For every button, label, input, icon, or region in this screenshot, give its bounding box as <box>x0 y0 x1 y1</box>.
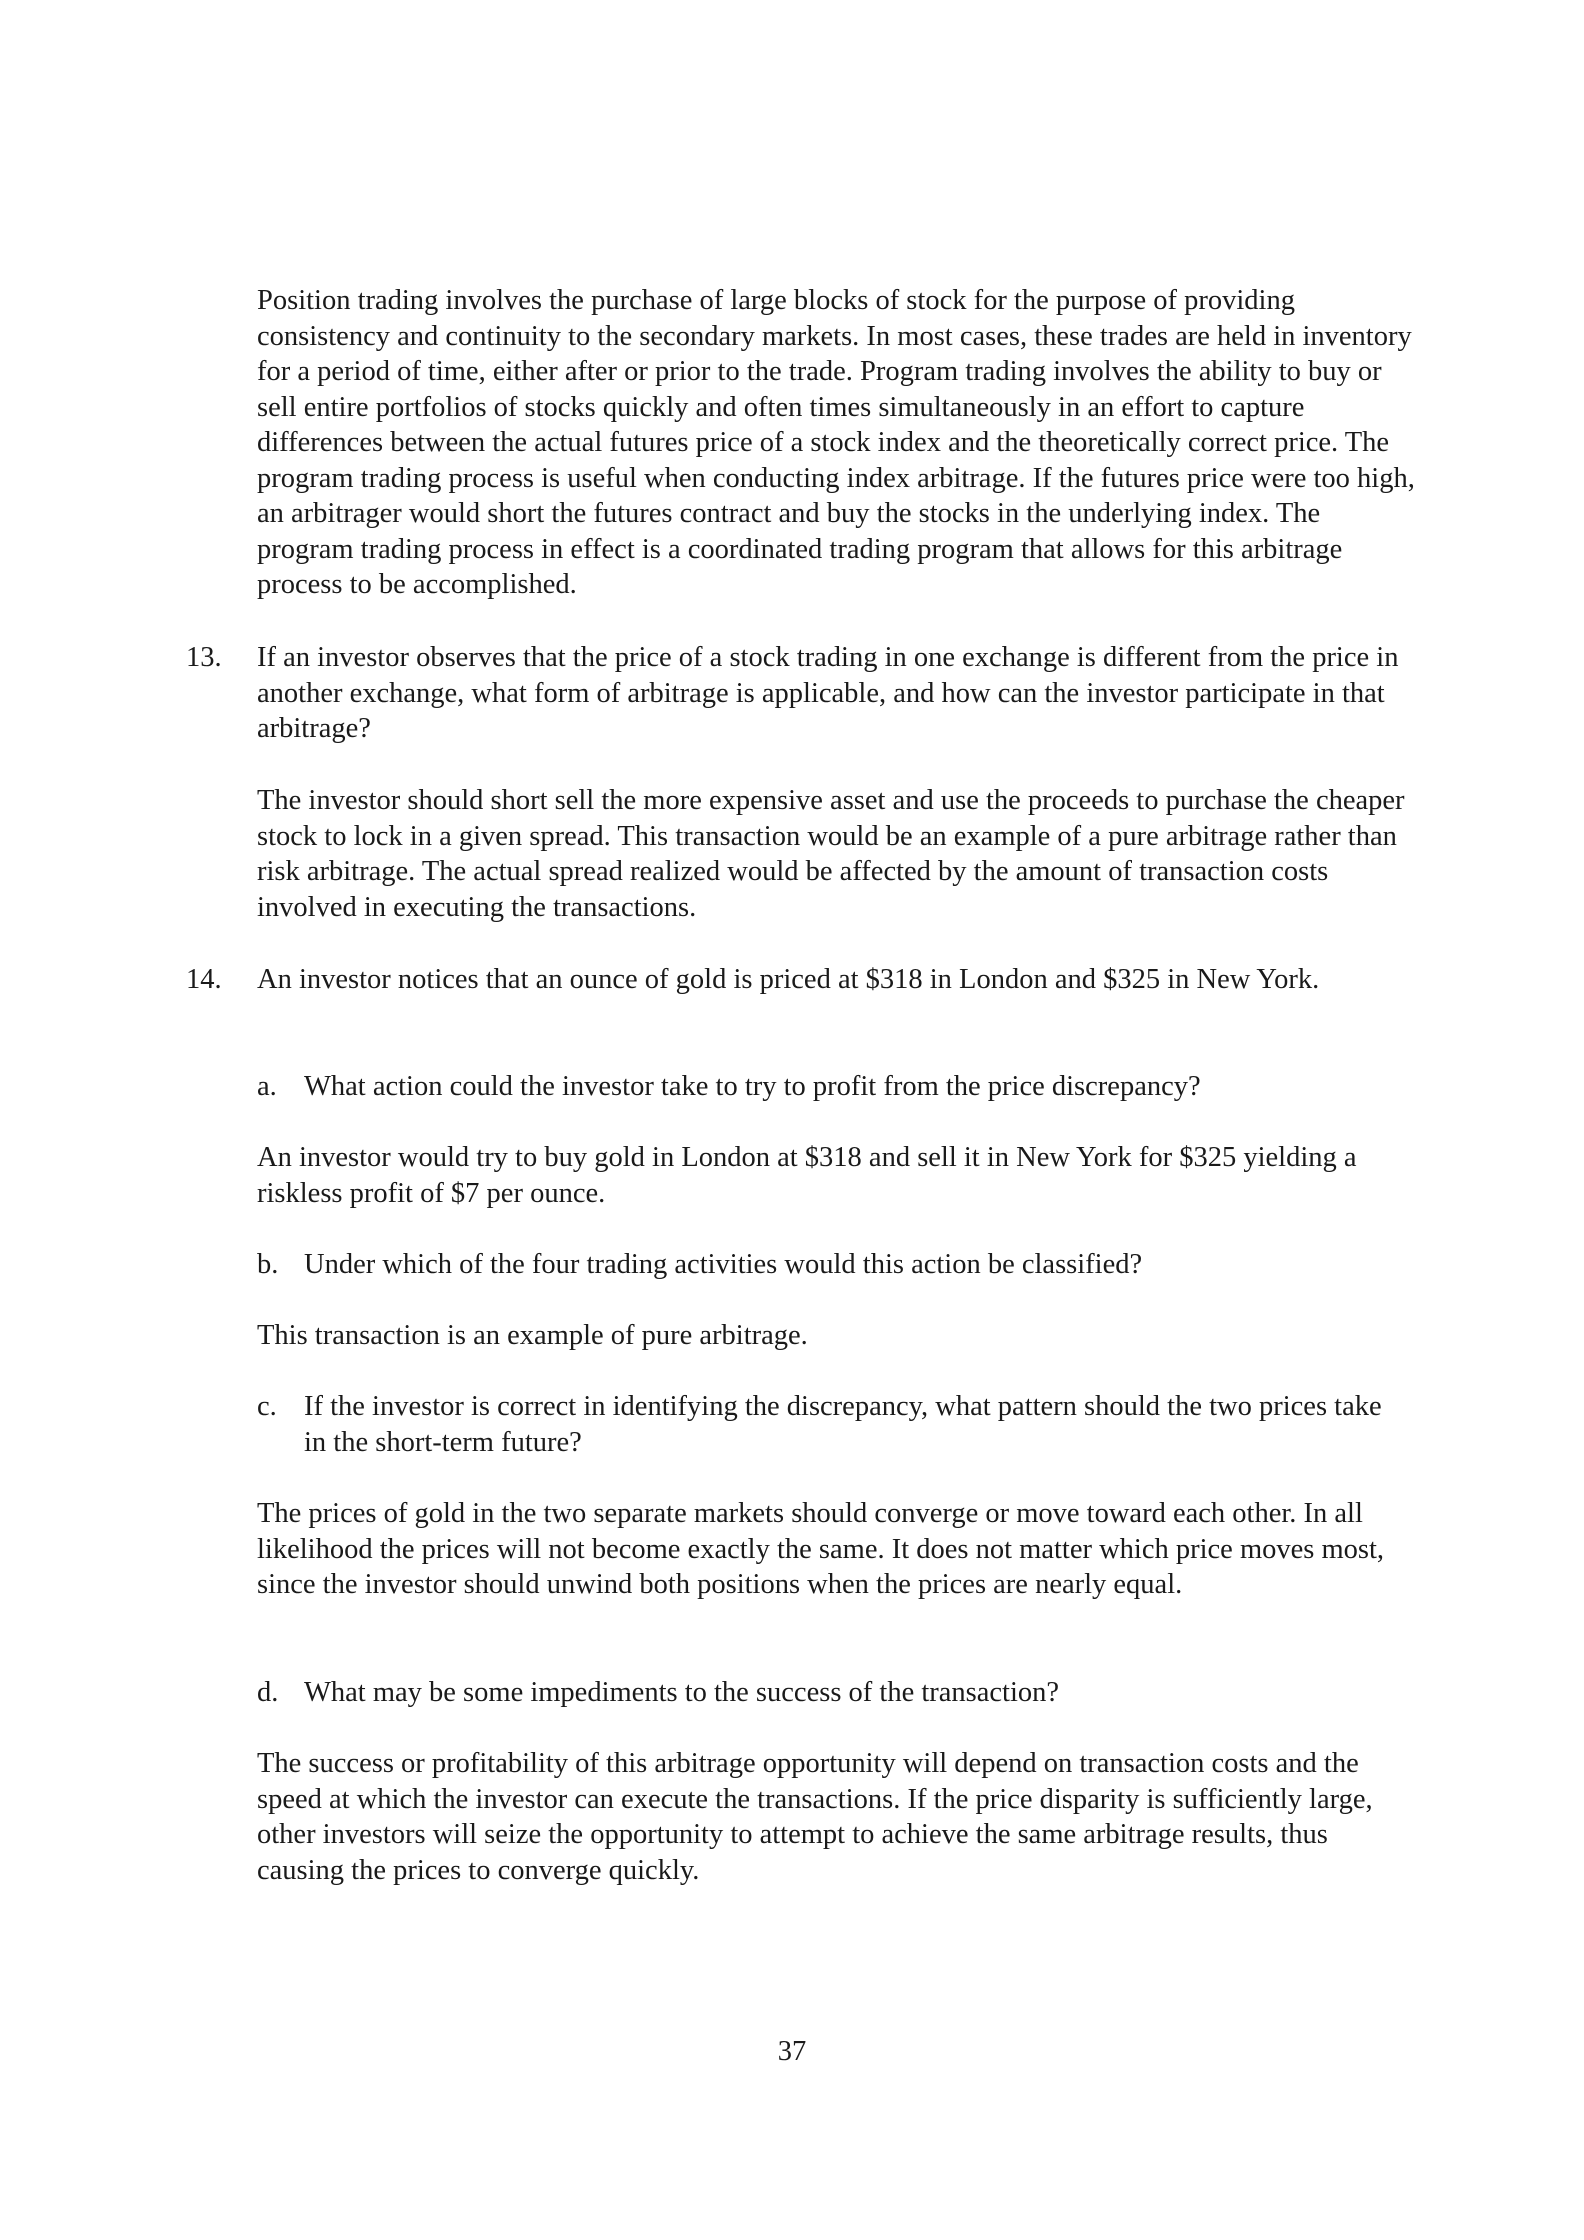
intro-paragraph: Position trading involves the purchase of large blocks of stock for the purpose of providing consistency and continuity to the secondary markets. In most cases, these trades are held in inventory for a period of time, either after or prior to the trade. Program trading involves the ability to buy or sell entire portfolios of stocks quickly and often times simultaneously in an effort to capture differences between the actual futures price of a stock index and the theoretically correct price. The program trading process is useful when conducting index arbitrage. If the futures price were too high, an arbitrager would short the futures contract and buy the stocks in the underlying index. The program trading process in effect is a coordinated trading program that allows for this arbitrage process to be accomplished. <box>257 285 1415 600</box>
question-14c-letter: c. <box>257 1391 277 1422</box>
question-13-answer: The investor should short sell the more expensive asset and use the proceeds to purchase the cheaper stock to lock in a given spread. This transaction would be an example of a pure arbitrage rather than risk arbitrage. The actual spread realized would be affected by the amount of transaction costs involved in executing the transactions. <box>257 785 1405 923</box>
question-14b-answer: This transaction is an example of pure arbitrage. <box>257 1320 808 1351</box>
question-14d-answer: The success or profitability of this arbitrage opportunity will depend on transaction costs and the speed at which the investor can execute the transactions. If the price disparity is sufficiently large, other investors will seize the opportunity to attempt to achieve the same arbitrage results, thus causing the prices to converge quickly. <box>257 1748 1373 1886</box>
question-14a-answer: An investor would try to buy gold in London at $318 and sell it in New York for $325 yielding a riskless profit of $7 per ounce. <box>257 1142 1357 1209</box>
question-13-number: 13. <box>186 642 222 673</box>
question-14d-text: What may be some impediments to the success of the transaction? <box>304 1677 1060 1708</box>
question-13-text: If an investor observes that the price of a stock trading in one exchange is different from the price in another exchange, what form of arbitrage is applicable, and how can the investor participate in that arbitrage? <box>257 642 1399 744</box>
question-14a-letter: a. <box>257 1071 277 1102</box>
question-14c-text: If the investor is correct in identifying the discrepancy, what pattern should the two prices take in the short-term future? <box>304 1391 1382 1458</box>
question-14b-text: Under which of the four trading activities would this action be classified? <box>304 1249 1143 1280</box>
page-number: 37 <box>777 2036 807 2067</box>
question-14b-letter: b. <box>257 1249 279 1280</box>
question-14a-text: What action could the investor take to try to profit from the price discrepancy? <box>304 1071 1201 1102</box>
question-14-number: 14. <box>186 964 222 995</box>
question-14c-answer: The prices of gold in the two separate markets should converge or move toward each other. In all likelihood the prices will not become exactly the same. It does not matter which price moves most, since the investor should unwind both positions when the prices are nearly equal. <box>257 1498 1385 1600</box>
question-14d-letter: d. <box>257 1677 279 1708</box>
question-14-text: An investor notices that an ounce of gold is priced at $318 in London and $325 in New York. <box>257 964 1320 995</box>
